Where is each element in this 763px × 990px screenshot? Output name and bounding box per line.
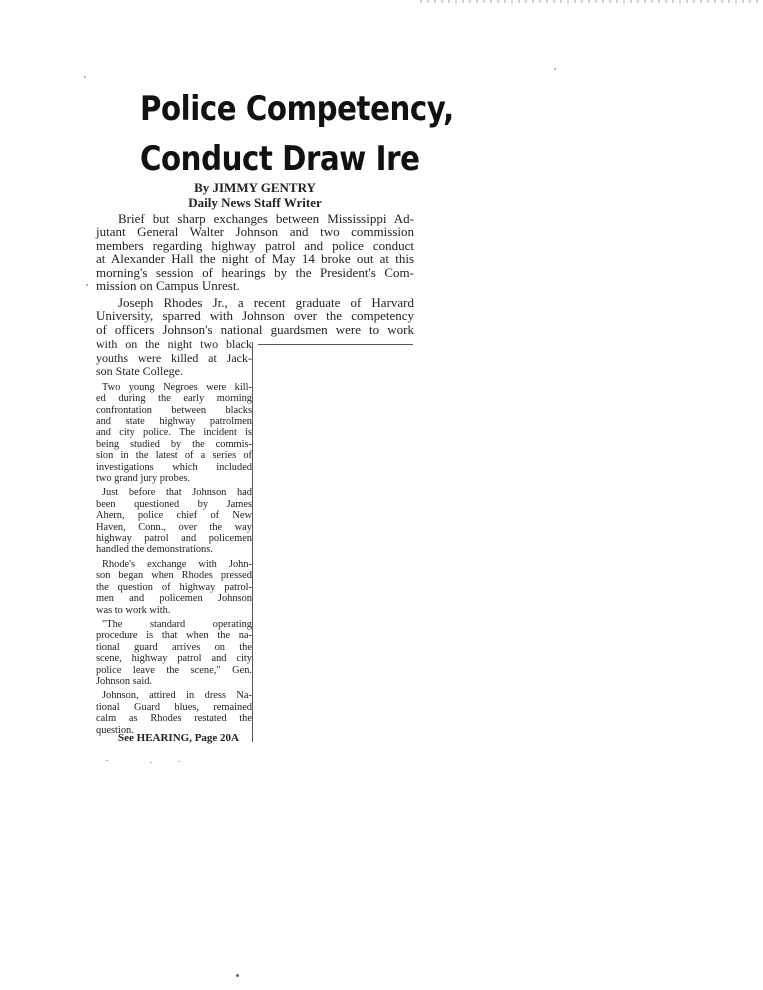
- paragraph-rhodes: [96, 296, 414, 336]
- text-line: mission on Campus Unrest.: [96, 278, 240, 294]
- paragraph-exchange: [96, 559, 252, 616]
- text-line: and city police. The incident is: [96, 427, 252, 439]
- text-line: being studied by the commis-: [96, 438, 252, 450]
- text-line: sion in the latest of a series of: [96, 450, 252, 462]
- scan-speck: [106, 760, 108, 761]
- scan-edge-dots: [420, 0, 763, 3]
- text-line: calm as Rhodes restated the: [96, 713, 252, 725]
- text-line: investigations which included: [96, 461, 252, 473]
- scan-speck: [178, 761, 180, 762]
- column-rule-horizontal: [258, 344, 413, 345]
- text-line: jutant General Walter Johnson and two commission: [96, 224, 414, 240]
- text-line: Johnson, attired in dress Na-: [102, 690, 252, 702]
- text-line: son began when Rhodes pressed: [96, 570, 252, 582]
- text-line: Two young Negroes were kill-: [102, 381, 252, 393]
- text-line: of officers Johnson's national guardsmen were to work: [96, 321, 414, 337]
- text-line: and state highway patrolmen: [96, 416, 252, 427]
- column-rule-vertical: [252, 342, 253, 742]
- paragraph-lead: [96, 212, 414, 292]
- text-line: two grand jury probes.: [96, 473, 191, 485]
- headline-line: Police Competency,: [140, 89, 454, 129]
- text-line: the question of highway patrol-: [96, 581, 252, 593]
- text-line: "The standard operating: [102, 618, 252, 630]
- narrow-column: [96, 338, 252, 736]
- text-line: tional Guard blues, remained: [96, 701, 252, 713]
- text-line: Just before that Johnson had: [102, 487, 252, 499]
- headline-line: Conduct Draw Ire: [140, 139, 420, 179]
- text-line: at Alexander Hall the night of May 14 broke out at this: [96, 251, 414, 267]
- text-line: University, sparred with Johnson over the competency: [96, 308, 414, 324]
- text-line: procedure is that when the na-: [96, 630, 252, 642]
- scan-speck: [84, 76, 86, 78]
- text-line: been questioned by James: [96, 498, 252, 510]
- text-line: son State College.: [96, 364, 183, 379]
- text-line: question.: [96, 724, 134, 736]
- paragraph-rhodes-continued: [96, 338, 252, 379]
- continuation-line: See HEARING, Page 20A: [118, 732, 239, 744]
- text-line: confrontation between blacks: [96, 404, 252, 416]
- text-line: with on the night two black: [96, 337, 252, 351]
- scan-speck: [554, 68, 556, 70]
- text-line: youths were killed at Jack-: [96, 350, 252, 365]
- headline: [140, 84, 454, 184]
- text-line: members regarding highway patrol and police conduct: [96, 237, 414, 253]
- text-line: Rhode's exchange with John-: [102, 558, 252, 570]
- text-line: Ahern, police chief of New: [96, 510, 252, 522]
- paragraph-incident: [96, 382, 252, 485]
- paragraph-ahern: [96, 487, 252, 555]
- text-line: Johnson said.: [96, 675, 152, 687]
- byline: By JIMMY GENTRY: [194, 180, 316, 195]
- byline-affiliation: Daily News Staff Writer: [188, 195, 322, 210]
- scan-speck: [236, 974, 239, 977]
- text-line: Haven, Conn., over the way: [96, 521, 252, 533]
- text-line: scene, highway patrol and city: [96, 653, 252, 665]
- text-line: tional guard arrives on the: [96, 641, 252, 653]
- text-line: handled the demonstrations.: [96, 544, 213, 556]
- scan-speck: [86, 284, 88, 286]
- text-line: Joseph Rhodes Jr., a recent graduate of Harvard: [118, 295, 414, 310]
- text-line: highway patrol and policemen: [96, 533, 252, 545]
- paragraph-attire: [96, 690, 252, 736]
- paragraph-quote: [96, 619, 252, 687]
- text-line: police leave the scene," Gen.: [96, 664, 252, 676]
- text-line: morning's session of hearings by the President's Com-: [96, 264, 414, 280]
- text-line: men and policemen Johnson: [96, 593, 252, 605]
- scan-speck: [150, 762, 152, 763]
- text-line: Brief but sharp exchanges between Mississippi Ad-: [118, 211, 414, 226]
- text-line: was to work with.: [96, 604, 171, 616]
- text-line: ed during the early morning: [96, 393, 252, 405]
